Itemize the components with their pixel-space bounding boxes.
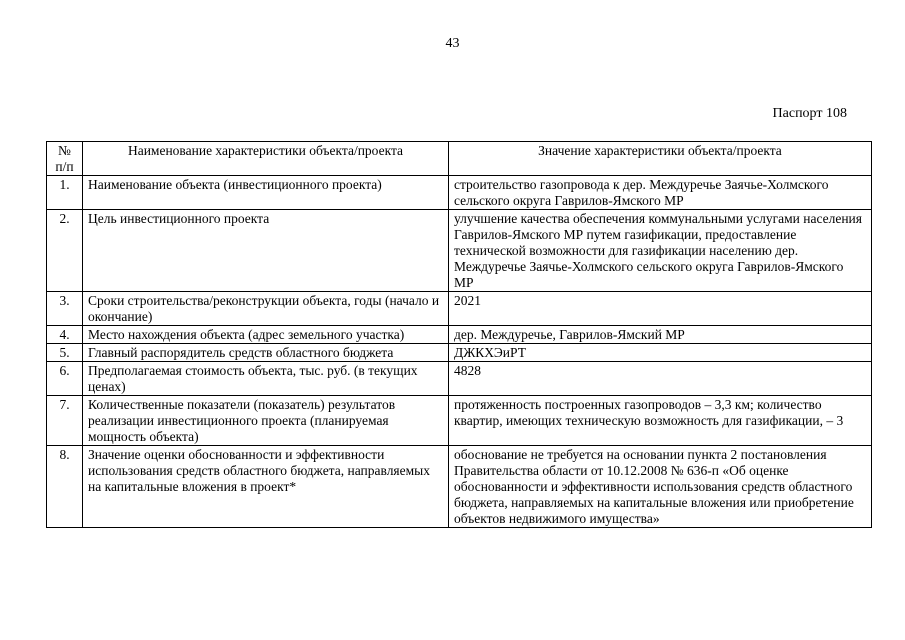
table-row bbox=[47, 210, 872, 292]
row-value: 4828 bbox=[449, 362, 872, 396]
row-name: Место нахождения объекта (адрес земельного участка) bbox=[83, 326, 449, 344]
row-number: 8. bbox=[47, 446, 83, 528]
row-number: 4. bbox=[47, 326, 83, 344]
row-number: 7. bbox=[47, 396, 83, 446]
page-number: 43 bbox=[445, 36, 460, 51]
row-name: Наименование объекта (инвестиционного проекта) bbox=[83, 176, 449, 210]
row-number: 5. bbox=[47, 344, 83, 362]
table-row bbox=[47, 362, 872, 396]
row-value: протяженность построенных газопроводов – 3,3 км; количество квартир, имеющих техническую возможность для газификации, – 3 bbox=[449, 396, 872, 446]
row-name: Значение оценки обоснованности и эффективности использования средств областного бюджета, направляемых на капитальные вложения в проект* bbox=[83, 446, 449, 528]
row-value: строительство газопровода к дер. Междуречье Заячье-Холмского сельского округа Гаврилов-Ямского МР bbox=[449, 176, 872, 210]
table-row bbox=[47, 446, 872, 528]
row-number: 1. bbox=[47, 176, 83, 210]
row-value: обоснование не требуется на основании пункта 2 постановления Правительства области от 10.12.2008 № 636-п «Об оценке обоснованности и эффективности использования средств областного бюджета, направляемых на капитальные вложения или приобретение объектов недвижимого имущества» bbox=[449, 446, 872, 528]
row-number: 3. bbox=[47, 292, 83, 326]
header-value: Значение характеристики объекта/проекта bbox=[449, 142, 872, 176]
table-header-row bbox=[47, 142, 872, 176]
row-value: дер. Междуречье, Гаврилов-Ямский МР bbox=[449, 326, 872, 344]
row-number: 2. bbox=[47, 210, 83, 292]
row-name: Главный распорядитель средств областного бюджета bbox=[83, 344, 449, 362]
row-name: Количественные показатели (показатель) результатов реализации инвестиционного проекта (планируемая мощность объекта) bbox=[83, 396, 449, 446]
header-num: № п/п bbox=[47, 142, 83, 176]
row-name: Цель инвестиционного проекта bbox=[83, 210, 449, 292]
table-row bbox=[47, 292, 872, 326]
table-row bbox=[47, 176, 872, 210]
row-name: Сроки строительства/реконструкции объекта, годы (начало и окончание) bbox=[83, 292, 449, 326]
row-value: ДЖКХЭиРТ bbox=[449, 344, 872, 362]
row-value: улучшение качества обеспечения коммунальными услугами населения Гаврилов-Ямского МР путем газификации, предоставление технической возможности для газификации населению дер. Междуречье Заячье-Холмского сельского округа Гаврилов-Ямского МР bbox=[449, 210, 872, 292]
row-number: 6. bbox=[47, 362, 83, 396]
row-name: Предполагаемая стоимость объекта, тыс. руб. (в текущих ценах) bbox=[83, 362, 449, 396]
row-value: 2021 bbox=[449, 292, 872, 326]
passport-table bbox=[46, 141, 872, 528]
table-row bbox=[47, 326, 872, 344]
table-row bbox=[47, 396, 872, 446]
table-row bbox=[47, 344, 872, 362]
passport-label: Паспорт 108 bbox=[772, 106, 847, 121]
header-name: Наименование характеристики объекта/проекта bbox=[83, 142, 449, 176]
